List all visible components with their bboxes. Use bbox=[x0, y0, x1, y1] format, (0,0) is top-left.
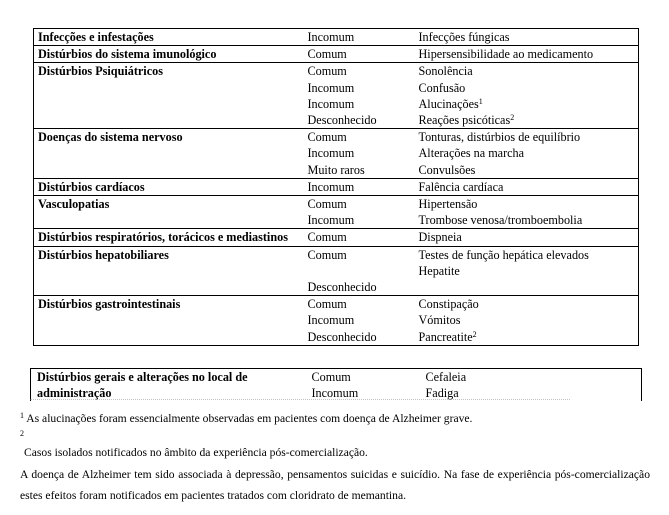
effect-cell bbox=[415, 129, 639, 179]
frequency-cell bbox=[304, 63, 415, 129]
effect-line bbox=[419, 279, 635, 295]
effect-line: Fadiga bbox=[425, 386, 459, 400]
frequency-line bbox=[308, 263, 411, 279]
frequency-line: Comum bbox=[307, 247, 347, 262]
frequency-cell bbox=[304, 129, 415, 179]
frequency-line: Incomum bbox=[307, 313, 355, 328]
adverse-effects-table bbox=[33, 28, 639, 346]
effect-line: Tonturas, distúrbios de equilíbrio bbox=[418, 130, 581, 145]
effect-line bbox=[419, 329, 635, 345]
effect-text: Reações psicóticas bbox=[418, 113, 511, 128]
frequency-cell: Comum bbox=[304, 229, 415, 246]
frequency-cell bbox=[304, 246, 415, 296]
table-row bbox=[34, 178, 639, 195]
effect-cell: Falência cardíaca bbox=[415, 178, 639, 195]
effect-cell: Infecções fúngicas bbox=[415, 29, 639, 46]
footnote-marker: 2 bbox=[20, 429, 24, 438]
effect-cell bbox=[415, 296, 639, 346]
effect-line: Trombose venosa/tromboembolia bbox=[418, 213, 583, 228]
frequency-line: Comum bbox=[307, 297, 347, 312]
frequency-line: Desconhecido bbox=[307, 113, 377, 128]
frequency-line: Incomum bbox=[307, 213, 355, 228]
frequency-line: Comum bbox=[307, 64, 347, 79]
footnote-2-marker bbox=[20, 430, 24, 444]
footnote-marker: 1 bbox=[478, 96, 483, 106]
effect-line: Constipação bbox=[418, 297, 479, 312]
frequency-cell: Comum bbox=[304, 46, 415, 63]
table-row bbox=[34, 229, 639, 246]
table-row bbox=[34, 63, 639, 129]
footnote-1 bbox=[20, 412, 472, 426]
category-cell: Distúrbios Psiquiátricos bbox=[34, 63, 304, 129]
effect-cell bbox=[415, 196, 639, 229]
frequency-cell: Incomum bbox=[304, 29, 415, 46]
frequency-line: Comum bbox=[307, 130, 347, 145]
body-paragraph: A doença de Alzheimer tem sido associada à depressão, pensamentos suicidas e suicídio. Na fase de experiência pós-comercialização estes efeitos foram notificados em pacientes tratados com cloridrato de memantina. bbox=[20, 468, 650, 502]
footnote-marker: 2 bbox=[510, 113, 515, 123]
frequency-line: Incomum bbox=[307, 146, 355, 161]
effect-line bbox=[419, 96, 635, 112]
effect-cell bbox=[415, 63, 639, 129]
footnote-2: Casos isolados notificados no âmbito da experiência pós-comercialização. bbox=[24, 446, 368, 459]
frequency-line: Comum bbox=[311, 370, 351, 384]
frequency-line: Desconhecido bbox=[307, 329, 377, 344]
effect-line: Convulsões bbox=[418, 162, 476, 177]
effect-line: Testes de função hepática elevados bbox=[418, 247, 589, 262]
table-row bbox=[34, 29, 639, 46]
category-cell: Distúrbios do sistema imunológico bbox=[34, 46, 304, 63]
category-cell: Distúrbios cardíacos bbox=[34, 178, 304, 195]
general-disorders-table bbox=[30, 368, 642, 401]
effect-line: Hipertensão bbox=[418, 197, 478, 212]
frequency-line: Incomum bbox=[307, 96, 355, 111]
category-cell: Distúrbios respiratórios, torácicos e mediastinos bbox=[34, 229, 304, 246]
frequency-cell bbox=[308, 369, 422, 402]
footnote-marker: 1 bbox=[20, 411, 24, 420]
effect-line bbox=[419, 112, 635, 128]
footnote-text: As alucinações foram essencialmente observadas em pacientes com doença de Alzheimer grave. bbox=[26, 412, 473, 425]
effect-line: Alterações na marcha bbox=[418, 146, 525, 161]
table-row bbox=[34, 46, 639, 63]
table-row bbox=[31, 369, 642, 402]
effect-line: Vómitos bbox=[418, 313, 461, 328]
frequency-cell: Incomum bbox=[304, 178, 415, 195]
effect-cell: Hipersensibilidade ao medicamento bbox=[415, 46, 639, 63]
effect-cell bbox=[422, 369, 642, 402]
effect-line: Confusão bbox=[418, 80, 466, 95]
page-break-artifact bbox=[30, 399, 570, 401]
category-cell: Distúrbios gastrointestinais bbox=[34, 296, 304, 346]
effect-cell: Dispneia bbox=[415, 229, 639, 246]
frequency-line: Incomum bbox=[307, 80, 355, 95]
frequency-line: Comum bbox=[307, 197, 347, 212]
effect-text: Pancreatite bbox=[418, 329, 473, 344]
table-row bbox=[34, 296, 639, 346]
category-cell: Distúrbios hepatobiliares bbox=[34, 246, 304, 296]
category-cell: Distúrbios gerais e alterações no local de administração bbox=[37, 370, 248, 400]
effect-line: Sonolência bbox=[418, 64, 473, 79]
category-cell: Doenças do sistema nervoso bbox=[34, 129, 304, 179]
table-row bbox=[34, 129, 639, 179]
frequency-cell bbox=[304, 196, 415, 229]
footnote-marker: 2 bbox=[472, 329, 477, 339]
effect-text: Alucinações bbox=[418, 96, 479, 111]
effect-cell bbox=[415, 246, 639, 296]
effect-line: Cefaleia bbox=[425, 370, 467, 384]
effect-line: Hepatite bbox=[418, 263, 460, 278]
category-cell: Vasculopatias bbox=[34, 196, 304, 229]
frequency-line: Desconhecido bbox=[307, 280, 377, 295]
frequency-line: Muito raros bbox=[307, 162, 365, 177]
table-row bbox=[34, 196, 639, 229]
frequency-cell bbox=[304, 296, 415, 346]
table-row bbox=[34, 246, 639, 296]
frequency-line: Incomum bbox=[311, 386, 359, 400]
category-cell: Infecções e infestações bbox=[34, 29, 304, 46]
